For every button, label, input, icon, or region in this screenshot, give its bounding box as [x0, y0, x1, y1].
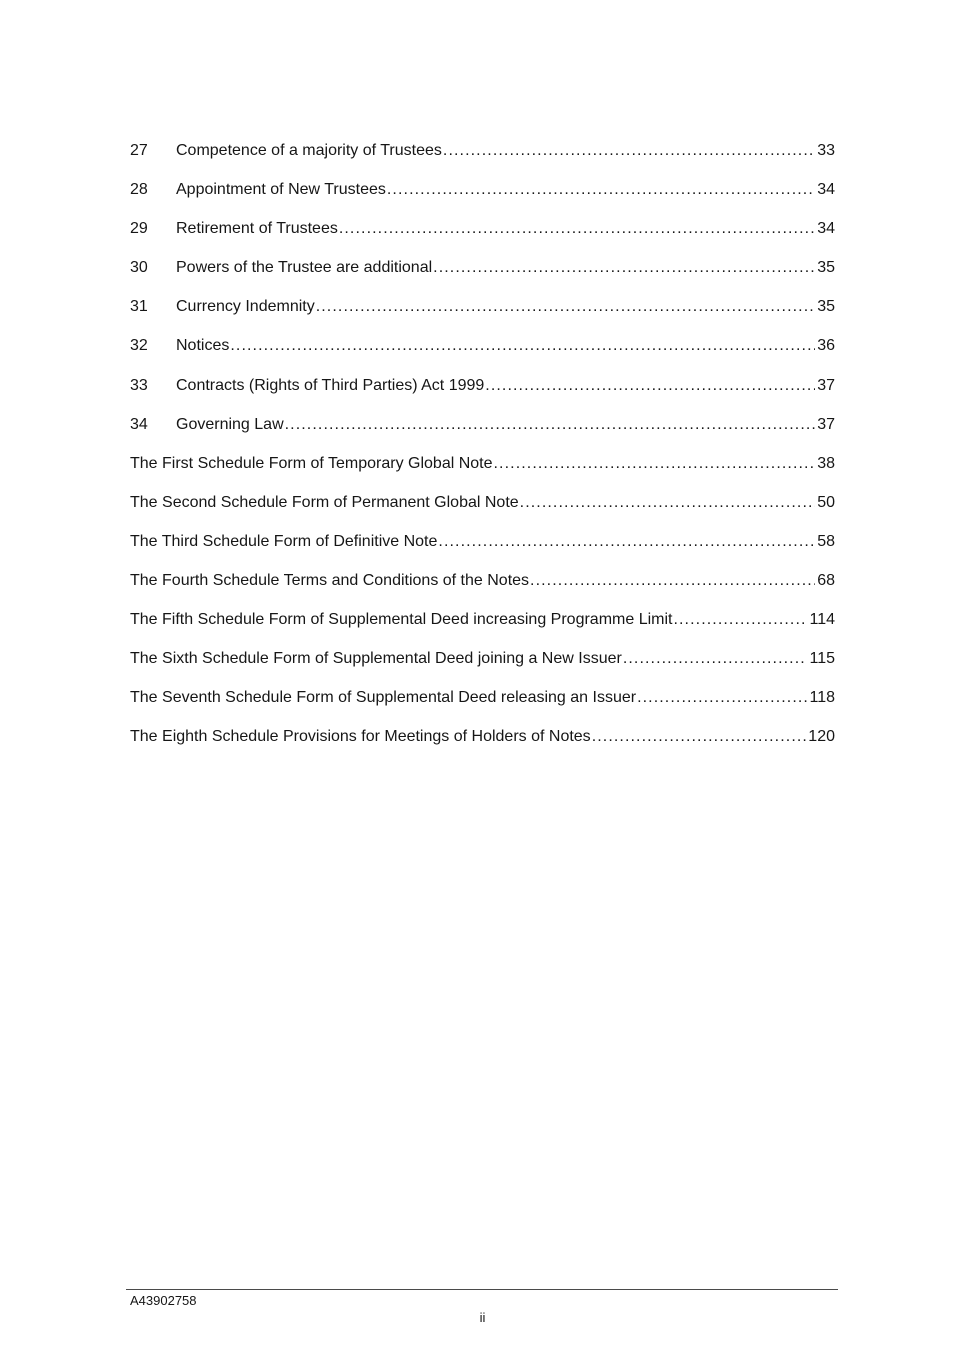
toc-page-number: 36: [817, 337, 835, 355]
document-reference: A43902758: [130, 1293, 197, 1308]
toc-row: [130, 483, 835, 522]
toc-item-number: 29: [130, 220, 148, 238]
toc-item-title: The Eighth Schedule Provisions for Meetings of Holders of Notes: [130, 728, 591, 746]
toc-row: [130, 600, 835, 639]
toc-row: [130, 405, 835, 444]
toc-row: [130, 639, 835, 678]
toc-page-number: 118: [809, 689, 835, 707]
toc-row: [130, 678, 835, 717]
toc-dot-leader: [438, 522, 815, 561]
toc-dot-leader: [285, 405, 816, 444]
toc-item-title: Notices: [176, 337, 230, 355]
toc-dot-leader: [673, 600, 807, 639]
toc-page-number: 37: [817, 376, 835, 394]
toc-page-number: 58: [817, 532, 835, 550]
toc-dot-leader: [230, 326, 815, 365]
toc-page-number: 35: [817, 298, 835, 316]
toc-item-title: Powers of the Trustee are additional: [176, 259, 433, 277]
toc-page-number: 114: [809, 611, 835, 629]
toc-row: [130, 444, 835, 483]
toc-row: [130, 170, 835, 209]
toc-page-number: 115: [809, 650, 835, 668]
toc-row: [130, 561, 835, 600]
toc-item-title: Competence of a majority of Trustees: [176, 142, 442, 159]
toc-dot-leader: [387, 170, 815, 209]
toc-item-title: Governing Law: [176, 415, 284, 433]
toc-row: [130, 287, 835, 326]
toc-dot-leader: [433, 248, 815, 287]
toc-dot-leader: [530, 561, 815, 600]
toc-item-title: Appointment of New Trustees: [176, 181, 386, 199]
toc-page-number: 50: [817, 493, 835, 511]
toc-item-title: Contracts (Rights of Third Parties) Act 1999: [176, 376, 485, 394]
toc-page-number: 34: [817, 220, 835, 238]
toc-item-number: 34: [130, 415, 148, 433]
toc-dot-leader: [520, 483, 816, 522]
toc-row: [130, 326, 835, 365]
toc-item-title: Retirement of Trustees: [176, 220, 338, 238]
toc-row: [130, 209, 835, 248]
footer-rule: [126, 1289, 838, 1290]
toc-page-number: 37: [817, 415, 835, 433]
table-of-contents: [130, 131, 835, 757]
page-number: ii: [479, 1310, 486, 1325]
toc-row: [130, 522, 835, 561]
toc-page-number: 34: [817, 181, 835, 199]
toc-item-title: The Fourth Schedule Terms and Conditions of the Notes: [130, 572, 530, 590]
toc-item-title: Currency Indemnity: [176, 298, 315, 316]
toc-item-number: 30: [130, 259, 148, 277]
toc-row: [130, 248, 835, 287]
toc-dot-leader: [623, 639, 808, 678]
toc-dot-leader: [485, 366, 815, 405]
toc-item-number: 27: [130, 142, 148, 159]
toc-page-number: 38: [817, 454, 835, 472]
toc-dot-leader: [316, 287, 815, 326]
toc-dot-leader: [637, 678, 807, 717]
toc-item-title: The Seventh Schedule Form of Supplemental Deed releasing an Issuer: [130, 689, 637, 707]
toc-row: [130, 131, 835, 170]
toc-item-number: 31: [130, 298, 148, 316]
toc-item-number: 28: [130, 181, 148, 199]
toc-page-number: 33: [817, 142, 835, 159]
toc-dot-leader: [592, 717, 807, 756]
toc-dot-leader: [494, 444, 816, 483]
toc-row: [130, 366, 835, 405]
toc-dot-leader: [339, 209, 815, 248]
toc-page-number: 35: [817, 259, 835, 277]
toc-row: [130, 717, 835, 756]
toc-item-number: 32: [130, 337, 148, 355]
toc-page-number: 68: [817, 572, 835, 590]
toc-item-title: The Third Schedule Form of Definitive Note: [130, 532, 438, 550]
toc-item-title: The Second Schedule Form of Permanent Global Note: [130, 493, 519, 511]
toc-item-title: The First Schedule Form of Temporary Global Note: [130, 454, 493, 472]
toc-dot-leader: [443, 131, 815, 170]
toc-item-title: The Fifth Schedule Form of Supplemental Deed increasing Programme Limit: [130, 611, 673, 629]
toc-item-title: The Sixth Schedule Form of Supplemental Deed joining a New Issuer: [130, 650, 622, 668]
toc-item-number: 33: [130, 376, 148, 394]
toc-page-number: 120: [808, 728, 835, 746]
